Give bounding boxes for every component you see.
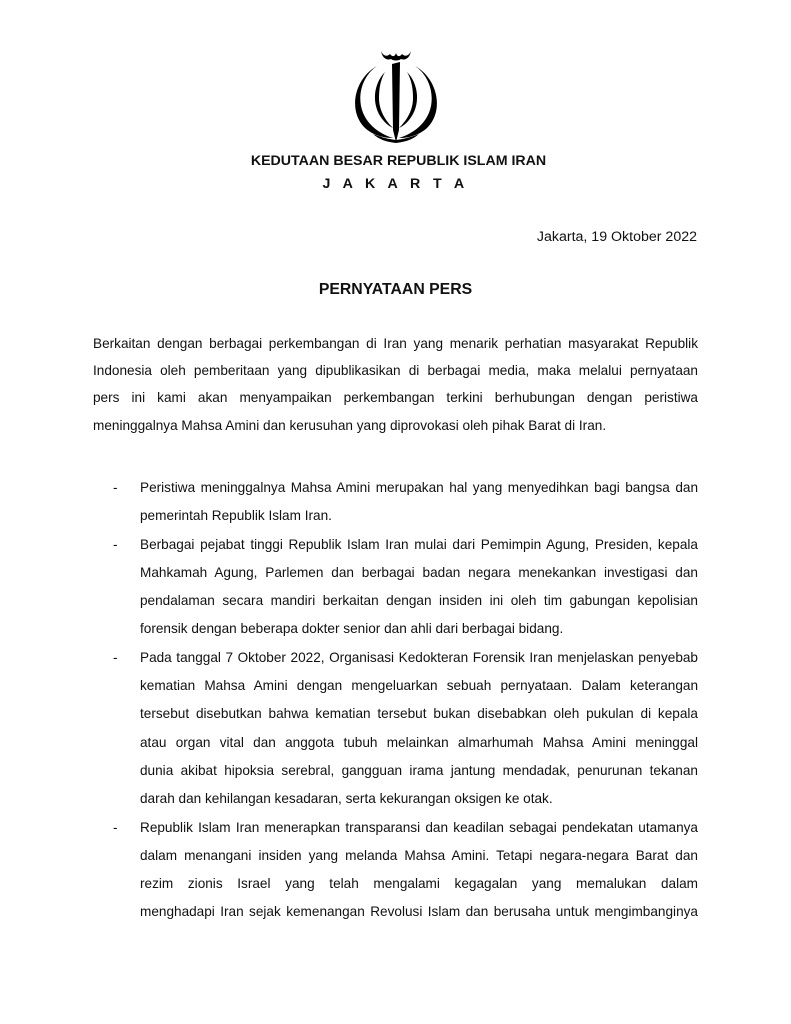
paragraph-line: Berkaitan dengan berbagai perkembangan di Iran yang menarik perhatian masyarakat Republik <box>93 336 698 351</box>
bullet-line: kematian Mahsa Amini dengan mengeluarkan sebuah pernyataan. Dalam keterangan <box>140 678 698 694</box>
bullet-line: darah dan kehilangan kesadaran, serta kekurangan oksigen ke otak. <box>140 791 553 807</box>
bullet-list <box>113 474 698 927</box>
bullet-line: Mahkamah Agung, Parlemen dan berbagai badan negara menekankan investigasi dan <box>140 564 698 580</box>
bullet-marker: - <box>113 480 118 495</box>
bullet-line: forensik dengan beberapa dokter senior dan ahli dari berbagai bidang. <box>140 621 564 637</box>
bullet-line: dunia akibat hipoksia serebral, gangguan irama jantung mendadak, penurunan tekanan <box>140 762 698 778</box>
paragraph-line: Indonesia oleh pemberitaan yang dipublikasikan di berbagai media, maka melalui pernyataan <box>93 363 698 379</box>
bullet-line: tersebut disebutkan bahwa kematian tersebut bukan disebabkan oleh pukulan di kepala <box>140 706 698 722</box>
intro-paragraph <box>93 330 698 439</box>
bullet-line: pendalaman secara mandiri berkaitan dengan insiden ini oleh tim gabungan kepolisian <box>140 593 698 609</box>
bullet-line: dalam menangani insiden yang melanda Mahsa Amini. Tetapi negara-negara Barat dan <box>140 847 698 863</box>
bullet-line: Pada tanggal 7 Oktober 2022, Organisasi Kedokteran Forensik Iran menjelaskan penyebab <box>140 649 698 665</box>
bullet-marker: - <box>113 819 118 835</box>
paragraph-line: meninggalnya Mahsa Amini dan kerusuhan yang diprovokasi oleh pihak Barat di Iran. <box>93 417 607 433</box>
bullet-line: Peristiwa meninggalnya Mahsa Amini merupakan hal yang menyedihkan bagi bangsa dan <box>140 480 698 495</box>
city-name: J A K A R T A <box>322 176 469 192</box>
paragraph-line: pers ini kami akan menyampaikan perkembangan terkini berhubungan dengan peristiwa <box>93 390 698 406</box>
bullet-line: rezim zionis Israel yang telah mengalami kegagalan yang memalukan dalam <box>140 876 698 892</box>
bullet-line: Berbagai pejabat tinggi Republik Islam Iran mulai dari Pemimpin Agung, Presiden, kepala <box>140 536 698 552</box>
document-title: PERNYATAAN PERS <box>318 281 473 298</box>
bullet-item <box>113 531 698 644</box>
bullet-item <box>113 474 698 531</box>
bullet-item <box>113 644 698 814</box>
bullet-marker: - <box>113 536 118 552</box>
date-line: Jakarta, 19 Oktober 2022 <box>536 229 697 245</box>
organization-name: KEDUTAAN BESAR REPUBLIK ISLAM IRAN <box>250 153 547 169</box>
bullet-marker: - <box>113 649 118 665</box>
emblem-of-iran-icon <box>343 42 449 148</box>
bullet-line: Republik Islam Iran menerapkan transparansi dan keadilan sebagai pendekatan utamanya <box>140 819 698 835</box>
bullet-item <box>113 814 698 927</box>
bullet-line: atau organ vital dan anggota tubuh melainkan almarhumah Mahsa Amini meninggal <box>140 734 698 750</box>
bullet-line: pemerintah Republik Islam Iran. <box>140 508 332 524</box>
bullet-line: menghadapi Iran sejak kemenangan Revolusi Islam dan berusaha untuk mengimbanginya <box>140 904 698 920</box>
